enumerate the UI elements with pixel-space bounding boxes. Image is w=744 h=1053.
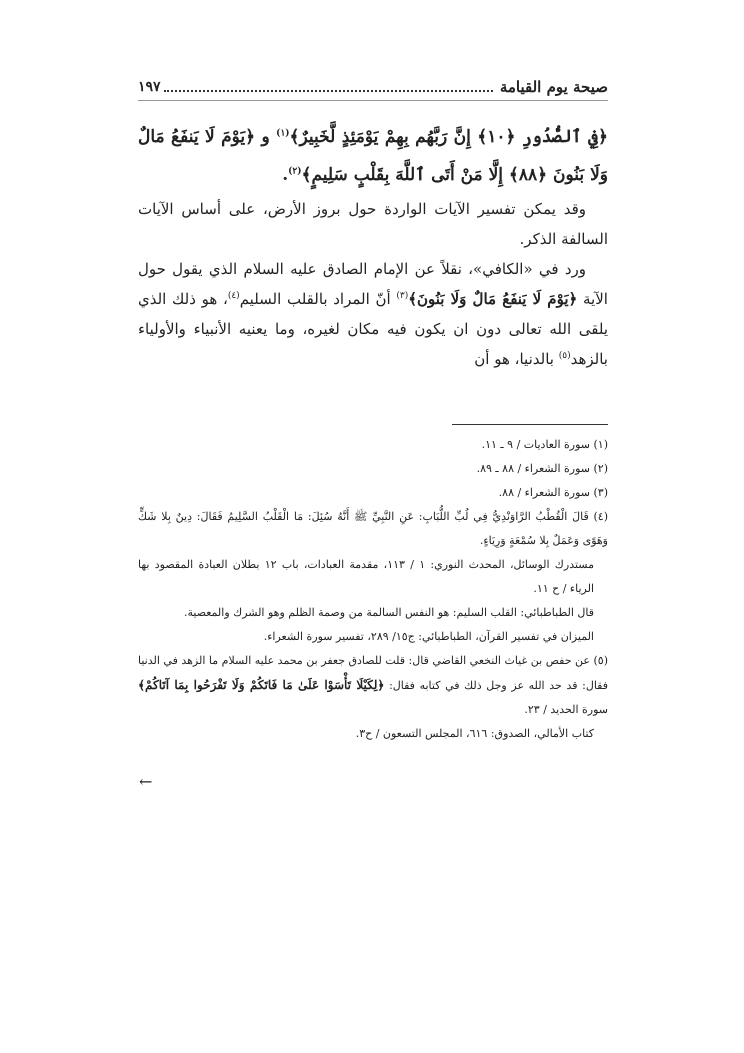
footnote-ref-4: (٤) [227, 291, 240, 301]
footnote-1: (١) سورة العاديات / ٩ ـ ١١. [481, 438, 608, 451]
running-header [138, 74, 608, 100]
footnote-2: (٢) سورة الشعراء / ٨٨ ـ ٨٩. [476, 462, 608, 475]
footnote-4: (٤) قَالَ الْقُطْبُ الرَّاوَنْدِيُّ فِي لُبِّ اللُّبَابِ: عَنِ النَّبِيِّ ﷺ أَنَّهُ سُئِلَ: مَا الْقَلْبُ السَّلِيمُ فَقَالَ: دِينٌ بِلا شَكٍّ وَهَوًى وَعَمَلٌ بِلا سُمْعَةٍ وَرِيَاءٍ. [138, 510, 608, 547]
continuation-arrow-icon: ← [139, 772, 153, 791]
footnote-4-source-1: مستدرك الوسائل، المحدث النوري: ١ / ١١٣، مقدمة العبادات، باب ١٢ بطلان العبادة المقصود بها الرياء / ح ١١. [138, 558, 594, 595]
page-number: ١٩٧ [138, 79, 161, 95]
footnote-separator [452, 424, 608, 425]
footnote-5: (٥) عن حفص بن غياث النخعي القاضي قال: قلت للصادق جعفر بن محمد عليه السلام ما الزهد في الدنيا فقال: قد حد الله عز وجل ذلك في كتابه فقال: ﴿لِكَيْلَا تَأْسَوْا عَلَىٰ مَا فَاتَكُمْ وَلَا تَفْرَحُوا بِمَا آتَاكُمْ﴾ سورة الحديد / ٢٣. [138, 654, 608, 716]
footnote-4-source-2: الميزان في تفسير القرآن، الطباطبائي: ج١٥/ ٢٨٩، تفسير سورة الشعراء. [263, 630, 594, 643]
paragraph-2: ورد في «الكافي»، نقلاً عن الإمام الصادق عليه السلام الذي يقول حول الآية ﴿يَوْمَ لَا يَنفَعُ مَالٌ وَلَا بَنُونَ﴾$^{(٣)}$ أنّ المراد بالقلب السليم$^{(٤)}$، هو ذلك الذي يلقى الله تعالى دون ان يكون فيه مكان لغيره، وما يعنيه الأنبياء والأولياء بالزهد$^{(٥)}$ بالدنيا، هو أن [138, 260, 608, 368]
footnotes [138, 433, 608, 746]
footnote-ref-3: (٣) [396, 291, 409, 301]
footnote-3: (٣) سورة الشعراء / ٨٨. [498, 486, 608, 499]
footnote-ref-1: (١) [276, 128, 290, 139]
verse-connector: و [261, 127, 270, 147]
paragraph-1: وقد يمكن تفسير الآيات الواردة حول بروز الأرض، على أساس الآيات السالفة الذكر. [138, 200, 608, 248]
footnote-5-verse: ﴿لِكَيْلَا تَأْسَوْا عَلَىٰ مَا فَاتَكُمْ وَلَا تَفْرَحُوا بِمَا آتَاكُمْ﴾ [138, 678, 385, 692]
quran-verse-block: ﴿فِي ٱلصُّدُورِ ﴿١٠﴾ إِنَّ رَبَّهُم بِهِمْ يَوْمَئِذٍ لَّخَبِيرٌ﴾$^{(١)}$ و ﴿يَوْمَ لَا يَنفَعُ مَالٌ وَلَا بَنُونَ ﴿٨٨﴾ إِلَّا مَنْ أَتَى ٱللَّهَ بِقَلْبٍ سَلِيمٍ﴾$^{(٢)}$. [138, 127, 608, 185]
header-dot-leader [164, 90, 493, 92]
footnote-5-source: كتاب الأمالي، الصدوق: ٦١٦، المجلس التسعون / ح٣. [355, 727, 594, 740]
footnote-ref-2: (٢) [288, 166, 302, 177]
verse-1: ﴿فِي ٱلصُّدُورِ ﴿١٠﴾ إِنَّ رَبَّهُم بِهِمْ يَوْمَئِذٍ لَّخَبِيرٌ﴾ [289, 127, 608, 147]
main-text [138, 118, 608, 374]
header-divider [138, 100, 608, 101]
footnote-ref-5: (٥) [558, 351, 571, 361]
inline-verse: ﴿يَوْمَ لَا يَنفَعُ مَالٌ وَلَا بَنُونَ﴾ [408, 290, 578, 308]
footnote-4-note: قال الطباطبائي: القلب السليم: هو النفس السالمة من وصمة الظلم وهو الشرك والمعصية. [184, 606, 594, 619]
verse-2: ﴿يَوْمَ لَا يَنفَعُ مَالٌ وَلَا بَنُونَ ﴿٨٨﴾ إِلَّا مَنْ أَتَى ٱللَّهَ بِقَلْبٍ سَلِيمٍ﴾ [138, 127, 608, 185]
header-title: صيحة يوم القيامة [499, 78, 608, 96]
